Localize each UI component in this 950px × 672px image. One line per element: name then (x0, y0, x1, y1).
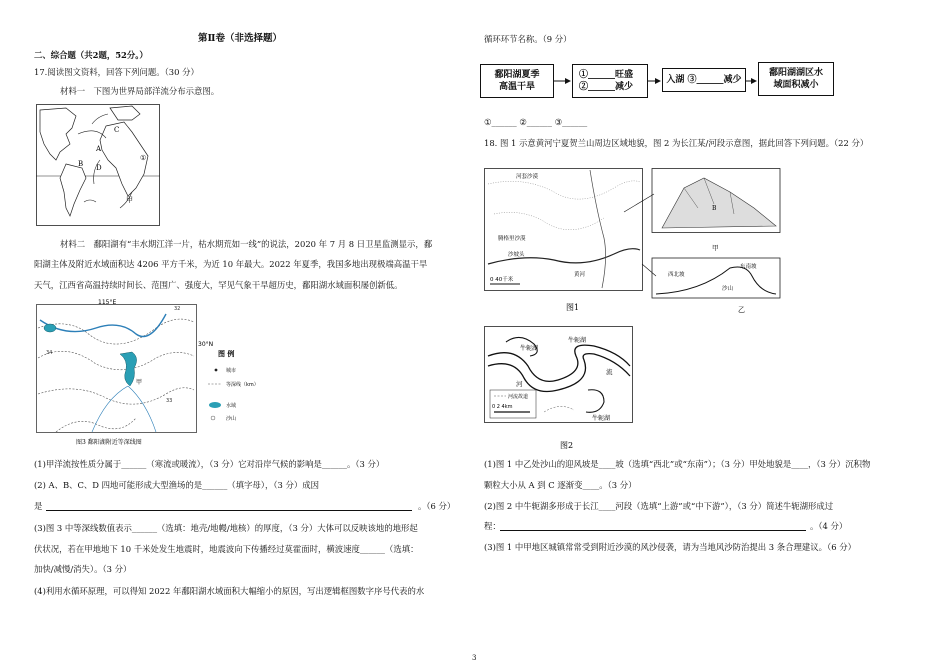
flow-box-3: 入湖 ③______减少 (662, 68, 746, 92)
q18-part-1a: (1)图 1 中乙处沙山的迎风坡是____坡（选填“西北”或“东南”）；（3 分）甲处地貌是____，（3 分）沉积物 (484, 459, 871, 469)
fig1-label-tengger: 腾格里沙漠 (498, 236, 526, 242)
material-two-line-3: 天气，江西省高温持续时间长、范围广、强度大，罕见气象干旱超历史，鄱阳湖水域面积屡创新低。 (34, 280, 403, 290)
contour-value-3: 33 (166, 398, 173, 404)
q18-part-2b-score: 。（4 分） (810, 521, 848, 531)
map-label-c: C (114, 126, 120, 134)
contour-map-caption: 图3 鄱阳湖附近等深线图 (76, 439, 142, 446)
flow-box-2: ①______旺盛 ②______减少 (572, 64, 648, 98)
fig2-legend-old-channel: 河流故道 (508, 394, 529, 400)
map-label-a: A (96, 145, 102, 153)
figure-1-caption: 图1 (566, 303, 580, 312)
map-label-1: ① (140, 154, 147, 162)
map-label-jia: 甲 (126, 196, 133, 204)
fig1-label-sand: 沙山 (722, 286, 734, 292)
fig2-oxbow-1: 牛轭湖 (520, 345, 539, 352)
fig2-oxbow-2: 牛轭湖 (568, 337, 587, 344)
contour-value-2: 34 (46, 350, 53, 356)
q17-intro: 17.阅读图文资料，回答下列问题。（30 分） (34, 67, 199, 77)
fig1-label-hetao: 河套沙漠 (516, 174, 539, 180)
paper-title: 第Ⅱ卷（非选择题） (198, 33, 283, 44)
contour-label-jia: 甲 (136, 379, 143, 386)
q17-part-3b: 伏状况，若在甲地地下 10 千米处发生地震时，地震波向下传播经过莫霍面时，横波速度______（选填： (34, 544, 419, 554)
fig1-label-shapotou: 沙坡头 (508, 252, 525, 258)
page-number: 3 (472, 654, 477, 662)
q17-part-3c: 加快/减慢/消失）。（3 分） (34, 564, 132, 574)
figure-1 (484, 168, 784, 316)
q18-part-2b-prefix: 程： (484, 521, 501, 531)
fig1-label-river: 黄河 (574, 272, 586, 278)
flow-arrows (480, 60, 840, 104)
material-one: 材料一 下图为世界局部洋流分布示意图。 (60, 86, 220, 96)
q17-part-4-cont: 循环环节名称。（9 分） (484, 34, 572, 44)
poyang-contour-map (36, 298, 294, 448)
legend-contour: 等深线（km） (226, 382, 259, 388)
answer-line[interactable] (46, 510, 412, 511)
legend-city: 城市 (226, 368, 237, 374)
ocean-current-map (36, 104, 160, 226)
fig1-label-yi: 乙 (738, 306, 745, 314)
map-label-b: B (78, 160, 84, 168)
q18-part-2a: (2)图 2 中牛轭湖多形成于长江____河段（选填“上游”或“中下游”），（3 分）简述牛轭湖形成过 (484, 501, 834, 511)
flow-box-4: 鄱阳湖湖区水 域面积减小 (758, 62, 834, 96)
q17-part-2b-prefix: 是 (34, 501, 43, 511)
fig2-oxbow-3: 牛轭湖 (592, 415, 611, 422)
fig2-scale: 0 2 4km (492, 404, 513, 410)
contour-value-1: 32 (174, 306, 181, 312)
q18-part-3: (3)图 1 中甲地区城镇常常受到附近沙漠的风沙侵袭，请为当地风沙防治提出 3 条合理建议。（6 分） (484, 542, 856, 552)
q17-part-4: (4)利用水循环原理，可以得知 2022 年鄱阳湖水域面积大幅缩小的原因，写出逻辑框图数字序号代表的水 (34, 586, 425, 596)
fig1-label-se: 东南坡 (740, 264, 757, 270)
latitude-label: 30°N (198, 341, 214, 348)
q17-part-2b-score: 。（6 分） (418, 501, 456, 511)
flow-box-1: 鄱阳湖夏季 高温干旱 (480, 64, 554, 98)
fig1-label-nw: 西北坡 (668, 272, 685, 278)
q18-part-1b: 颗粒大小从 A 到 C 逐渐变____。（3 分） (484, 480, 637, 490)
fig2-flow: 流 (606, 368, 613, 376)
q17-part-1: (1)甲洋流按性质分属于______（寒流或暖流），（3 分）它对沿岸气候的影响是______。（3 分） (34, 459, 385, 469)
answer-line[interactable] (500, 530, 806, 531)
map-label-d: D (96, 164, 102, 172)
q17-part-3a: (3)图 3 中等深线数值表示______（选填：地壳/地幔/地核）的厚度，（3 分）大体可以反映该地的地形起 (34, 523, 418, 533)
fig1-scale: 0 40千米 (490, 277, 514, 283)
legend-sand: 沙山 (226, 416, 237, 422)
legend-title: 图 例 (218, 349, 235, 358)
figure-2-caption: 图2 (560, 441, 574, 450)
figure-2 (484, 326, 634, 454)
fig2-river: 河 (516, 380, 523, 388)
flow-blanks: ①______ ②______ ③______ (484, 117, 588, 127)
section-heading: 二、综合题（共2题，52分。） (34, 50, 148, 60)
legend-water: 水域 (226, 403, 237, 409)
material-two-line-2: 阳湖主体及附近水域面积达 4206 平方千米，为近 10 年最大。2022 年夏季，我国多地出现极端高温干旱 (34, 259, 428, 269)
fig1-label-jia: 甲 (712, 244, 719, 252)
longitude-label: 115°E (98, 299, 117, 306)
q17-part-2a: (2) A、B、C、D 四地可能形成大型渔场的是______（填字母），（3 分）成因 (34, 480, 319, 490)
q18-intro: 18. 图 1 示意黄河宁夏贺兰山周边区域地貌，图 2 为长江某/河段示意图，据此回答下列问题。（22 分） (484, 138, 869, 148)
fig1-label-b: B (712, 205, 717, 212)
material-two-line-1: 材料二 鄱阳湖有“丰水期江洋一片，枯水期荒如一线”的说法，2020 年 7 月 8 日卫星监测显示，鄱 (60, 239, 433, 249)
